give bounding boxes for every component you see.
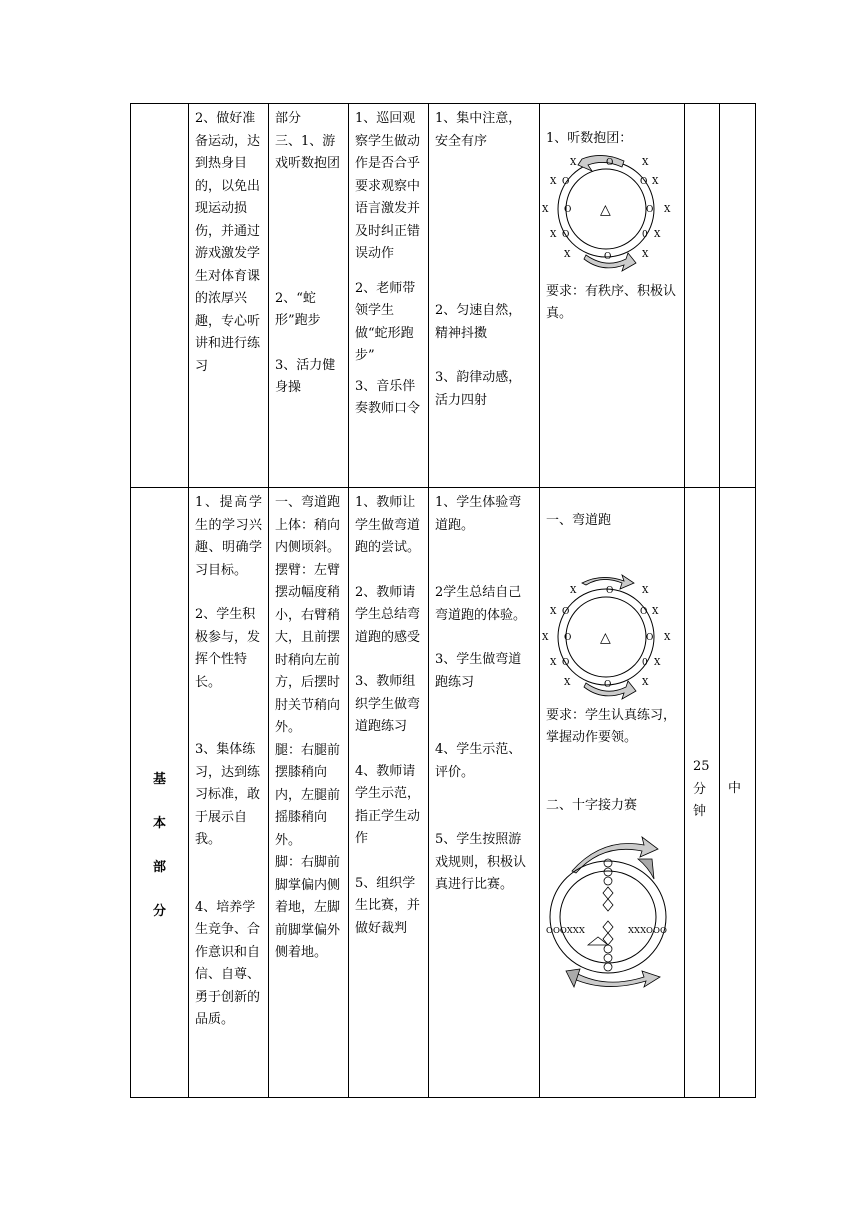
- svg-text:O: O: [640, 606, 648, 617]
- svg-text:O: O: [646, 632, 654, 643]
- circle-formation-diagram-2: [542, 551, 678, 703]
- warmup-teacher-2: 2、老师带领学生做“蛇形跑步”: [355, 280, 416, 363]
- svg-text:0: 0: [642, 657, 648, 668]
- svg-text:O: O: [604, 679, 612, 690]
- basic-org-title-2: 二、十字接力赛: [546, 797, 638, 813]
- svg-text:X: X: [642, 249, 649, 260]
- basic-student-2: 2学生总结自己弯道跑的体验。: [435, 585, 527, 623]
- basic-teacher-2: 2、教师请学生总结弯道跑的感受: [355, 584, 421, 645]
- svg-text:X: X: [550, 176, 557, 187]
- basic-goal-2: 2、学生积极参与，发挥个性特长。: [195, 607, 261, 690]
- basic-time-cell: [685, 488, 720, 1098]
- basic-goal-cell: [189, 488, 269, 1098]
- basic-org-title-1: 一、弯道跑: [546, 513, 612, 528]
- basic-row: [131, 488, 756, 1098]
- warmup-teacher-cell: [349, 104, 429, 488]
- basic-org-cell: [540, 488, 685, 1098]
- basic-student-1: 1、学生体验弯道跑。: [435, 495, 522, 533]
- basic-content-5: 脚：右脚前脚掌偏内侧着地，左脚前脚掌偏外侧着地。: [275, 855, 341, 960]
- svg-text:O: O: [562, 229, 570, 240]
- svg-text:O: O: [562, 606, 570, 617]
- svg-text:X: X: [542, 204, 549, 215]
- basic-content-2: 上体：稍向内侧顷斜。: [275, 517, 341, 555]
- basic-level: 中: [728, 781, 742, 796]
- svg-text:O: O: [562, 176, 570, 187]
- warmup-level-cell: [720, 104, 756, 488]
- basic-level-cell: [720, 488, 756, 1098]
- svg-text:X: X: [652, 176, 659, 187]
- basic-content-4: 腿：右腿前摆膝稍向内，左腿前摇膝稍向外。: [275, 742, 341, 848]
- svg-text:X: X: [564, 677, 571, 688]
- relay-right-team: XXXOOO: [628, 926, 667, 936]
- basic-teacher-5: 5、组织学生比赛，并做好裁判: [355, 875, 421, 936]
- warmup-content-snake: 2、“蛇形”跑步: [275, 290, 321, 328]
- svg-text:O: O: [606, 157, 614, 168]
- svg-text:X: X: [550, 229, 557, 240]
- basic-content-1: 一、弯道跑: [275, 495, 341, 510]
- warmup-org-title: 1、听数抱团：: [546, 131, 633, 146]
- basic-student-cell: [429, 488, 540, 1098]
- warmup-row: [131, 104, 756, 488]
- warmup-student-cell: [429, 104, 540, 488]
- svg-text:X: X: [652, 606, 659, 617]
- warmup-goal-text: 2、做好准备运动，达到热身目的，以免出现运动损伤，并通过游戏激发学生对体育课的浓厚兴趣，专心听讲和进行练习: [195, 111, 261, 374]
- basic-student-5: 5、学生按照游戏规则，积极认真进行比赛。: [435, 832, 527, 892]
- warmup-section-cell: [131, 104, 189, 488]
- warmup-org-cell: [540, 104, 685, 488]
- lesson-plan-table: [130, 103, 756, 1098]
- svg-text:X: X: [642, 677, 649, 688]
- warmup-content-cell: [269, 104, 349, 488]
- basic-org-requirement: 要求：学生认真练习，掌握动作要领。: [546, 707, 677, 745]
- section-char-1: 基: [152, 772, 166, 787]
- svg-text:X: X: [550, 657, 557, 668]
- section-char-2: 本: [152, 816, 166, 831]
- basic-content-3: 摆臂：左臂摆动幅度稍小，右臂稍大，且前摆时稍向左前方，后摆时肘关节稍向外。: [275, 562, 341, 735]
- basic-teacher-3: 3、教师组织学生做弯道跑练习: [355, 674, 421, 734]
- circle-formation-diagram-1: [542, 151, 678, 275]
- warmup-student-2: 2、匀速自然，精神抖擞: [435, 303, 522, 341]
- basic-goal-3: 3、集体练习，达到练习标准，敢于展示自我。: [195, 742, 261, 847]
- svg-text:X: X: [570, 157, 577, 168]
- basic-time: 25分钟: [693, 759, 710, 819]
- svg-text:O: O: [646, 204, 654, 215]
- svg-text:O: O: [562, 657, 570, 668]
- warmup-content-aerobics: 3、活力健身操: [275, 357, 336, 395]
- section-char-3: 部: [152, 860, 166, 875]
- svg-text:X: X: [664, 204, 671, 215]
- warmup-student-3: 3、韵律动感，活力四射: [435, 370, 522, 408]
- svg-text:O: O: [640, 176, 648, 187]
- svg-text:X: X: [550, 606, 557, 617]
- svg-text:X: X: [564, 249, 571, 260]
- basic-goal-1: 1、提高学生的学习兴趣、明确学习目标。: [195, 495, 262, 578]
- basic-student-4: 4、学生示范、评价。: [435, 742, 522, 780]
- teacher-triangle: △: [600, 201, 611, 218]
- basic-content-cell: [269, 488, 349, 1098]
- svg-text:O: O: [564, 632, 572, 643]
- svg-text:O: O: [564, 204, 572, 215]
- warmup-org-requirement: 要求：有秩序、积极认真。: [546, 283, 677, 321]
- svg-text:X: X: [664, 632, 671, 643]
- basic-teacher-4: 4、教师请学生示范，指正学生动作: [355, 763, 421, 846]
- basic-section-cell: [131, 488, 189, 1098]
- basic-student-3: 3、学生做弯道跑练习: [435, 652, 522, 690]
- warmup-goal-cell: [189, 104, 269, 488]
- warmup-time-cell: [685, 104, 720, 488]
- svg-text:X: X: [642, 585, 649, 596]
- cross-relay-diagram: [542, 831, 678, 1001]
- basic-teacher-cell: [349, 488, 429, 1098]
- svg-text:O: O: [604, 251, 612, 262]
- svg-text:X: X: [642, 157, 649, 168]
- svg-text:X: X: [542, 632, 549, 643]
- svg-text:O: O: [606, 585, 614, 596]
- basic-teacher-1: 1、教师让学生做弯道跑的尝试。: [355, 495, 421, 555]
- warmup-content-part: 部分: [275, 111, 302, 126]
- basic-goal-4: 4、培养学生竞争、合作意识和自信、自尊、勇于创新的品质。: [195, 899, 261, 1027]
- svg-text:X: X: [654, 229, 661, 240]
- section-char-4: 分: [152, 904, 166, 919]
- warmup-student-1: 1、集中注意，安全有序: [435, 111, 522, 149]
- warmup-teacher-3: 3、音乐伴奏教师口令: [355, 378, 421, 416]
- svg-text:X: X: [654, 657, 661, 668]
- svg-text:△: △: [600, 629, 611, 646]
- relay-left-team: OOOXXX: [546, 926, 585, 936]
- svg-text:0: 0: [642, 229, 648, 240]
- warmup-content-game: 三、1、游戏听数抱团: [275, 133, 341, 171]
- warmup-teacher-1: 1、巡回观察学生做动作是否合乎要求观察中语言激发并及时纠正错误动作: [355, 111, 421, 261]
- svg-text:X: X: [570, 585, 577, 596]
